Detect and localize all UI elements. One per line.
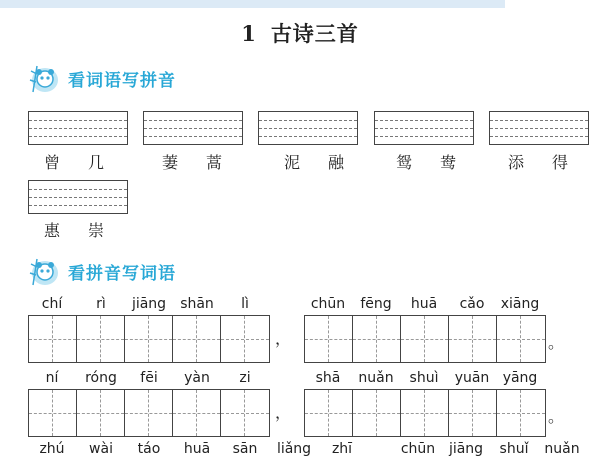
pinyin-answer-box[interactable] [28,111,128,145]
pinyin-syllable: chí [41,296,63,312]
pinyin-syllable: róng [85,370,117,386]
character-grid[interactable] [304,315,546,363]
pinyin-syllable: huā [183,441,211,457]
pinyin-syllable: rì [96,296,106,312]
pinyin-syllable: shān [180,296,214,312]
pinyin-syllable: yāng [502,370,538,386]
pinyin-syllable: chūn [310,296,346,312]
full-stop: 。 [548,407,565,426]
pinyin-syllable: shā [315,370,341,386]
pinyin-syllable: wài [89,441,113,457]
vocab-word: 曾 几 [44,153,104,172]
pinyin-syllable: zhú [39,441,65,457]
pinyin-syllable: jiāng [448,441,484,457]
panda-bamboo-icon [28,62,64,94]
character-grid[interactable] [28,315,270,363]
pinyin-syllable: jiāng [131,296,167,312]
pinyin-syllable: cǎo [459,296,485,312]
pinyin-syllable: sān [232,441,258,457]
section-heading-write-words: 看拼音写词语 [28,255,176,287]
comma: ， [275,403,292,422]
pinyin-syllable: táo [137,441,161,457]
pinyin-syllable: liǎng [276,441,312,457]
pinyin-syllable: yàn [184,370,210,386]
pinyin-syllable: yuān [454,370,490,386]
lesson-title: 古诗三首 [270,21,359,46]
pinyin-syllable: chūn [400,441,436,457]
character-grid[interactable] [28,389,270,437]
page-title [0,18,600,48]
pinyin-answer-box[interactable] [143,111,243,145]
pinyin-syllable: shuì [409,370,439,386]
vocab-word: 鸳 鸯 [396,153,456,172]
vocab-word: 泥 融 [284,153,344,172]
vocab-word: 添 得 [508,153,568,172]
pinyin-syllable: ní [45,370,59,386]
pinyin-answer-box[interactable] [489,111,589,145]
pinyin-syllable: fēng [360,296,392,312]
full-stop: 。 [548,333,565,352]
pinyin-answer-box[interactable] [258,111,358,145]
pinyin-syllable: zhī [331,441,353,457]
top-banner-strip [0,0,505,8]
pinyin-syllable: xiāng [500,296,540,312]
vocab-word: 惠 崇 [44,221,104,240]
pinyin-syllable: lì [241,296,249,312]
vocab-word: 萋 蒿 [162,153,222,172]
pinyin-syllable: shuǐ [499,441,529,457]
panda-bamboo-icon [28,255,64,287]
comma: ， [275,329,292,348]
pinyin-syllable: fēi [140,370,158,386]
pinyin-syllable: nuǎn [544,441,580,457]
pinyin-syllable: nuǎn [358,370,394,386]
pinyin-answer-box[interactable] [28,180,128,214]
pinyin-syllable: huā [410,296,438,312]
pinyin-syllable: zi [239,370,251,386]
section-heading-write-pinyin: 看词语写拼音 [28,62,176,94]
lesson-number: 1 [241,21,257,46]
character-grid[interactable] [304,389,546,437]
pinyin-answer-box[interactable] [374,111,474,145]
